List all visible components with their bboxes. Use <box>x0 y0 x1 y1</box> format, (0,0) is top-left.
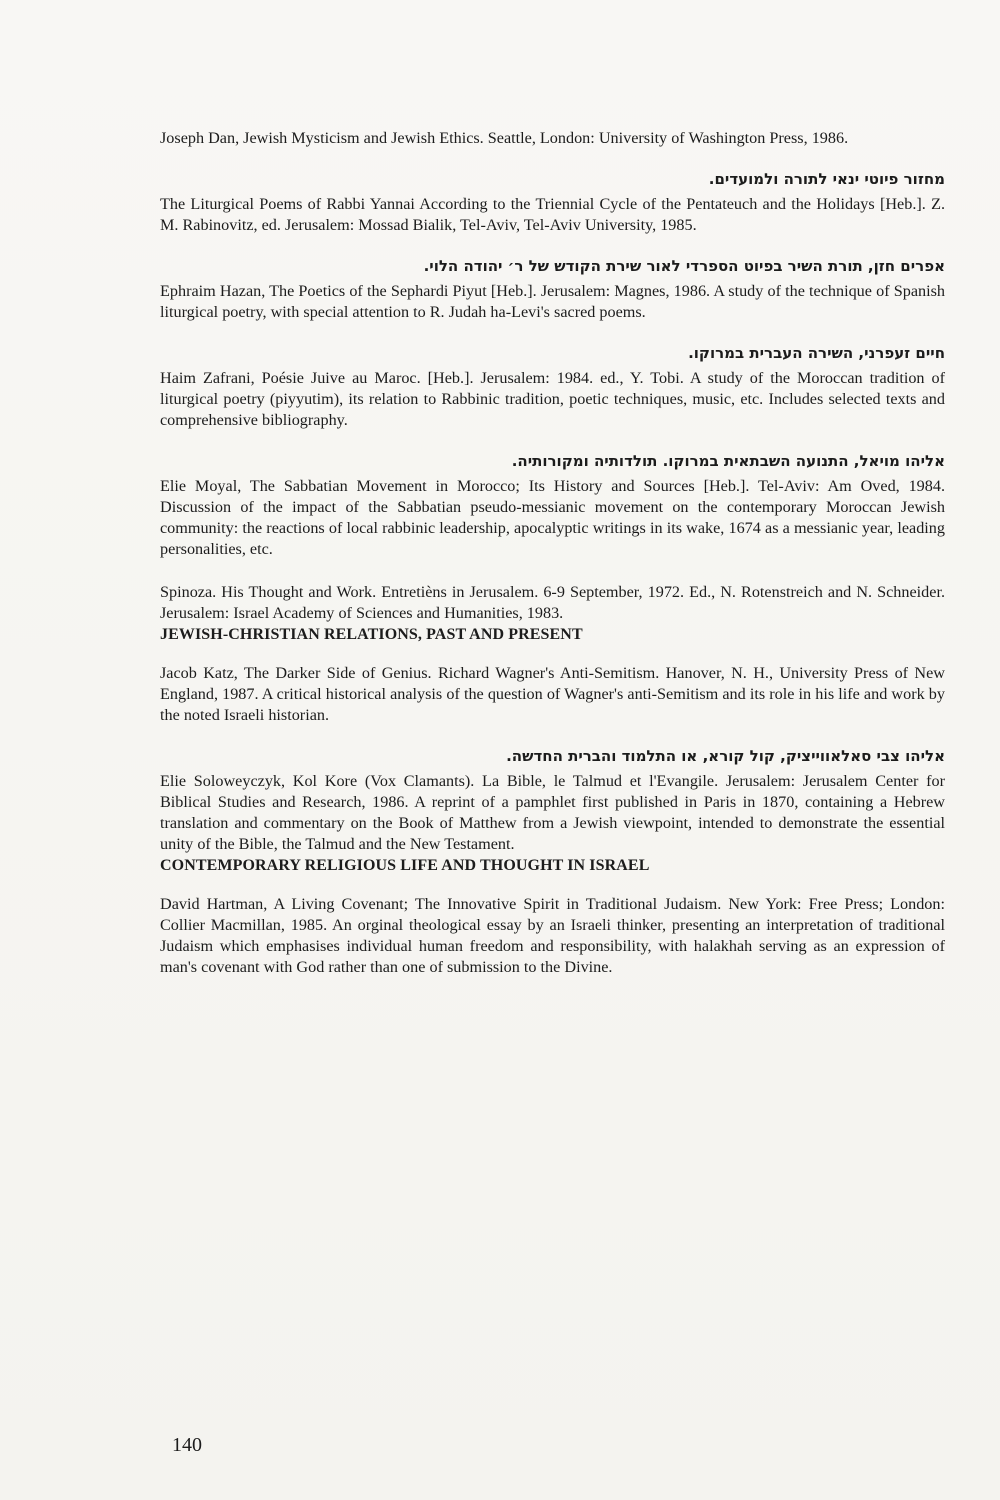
entry-yannai <box>160 169 945 236</box>
entry-moyal <box>160 451 945 560</box>
entry-soloweyczyk <box>160 746 945 855</box>
hebrew-title: חיים זעפרני, השירה העברית במרוקו. <box>688 344 945 362</box>
hebrew-title: אליהו צבי סאלאווייציק, קול קורא, או התלמוד והברית החדשה. <box>506 747 945 765</box>
entry-text: Elie Moyal, The Sabbatian Movement in Morocco; Its History and Sources [Heb.]. Tel-Aviv: Am Oved, 1984. Discussion of the impact of the Sabbatian pseudo-messianic movement on the contemporary Moroccan Jewish community: the reactions of local rabbinic leadership, apocalyptic writings in its wake, 1674 as a messianic year, leading personalities, etc. <box>160 477 945 558</box>
entry-text: Joseph Dan, Jewish Mysticism and Jewish Ethics. Seattle, London: University of Washington Press, 1986. <box>160 129 849 147</box>
page-number: 140 <box>172 1434 202 1456</box>
hebrew-title: אליהו מויאל, התנועה השבתאית במרוקו. תולדותיה ומקורותיה. <box>511 452 945 470</box>
entry-hazan <box>160 256 945 323</box>
section-heading-contemporary: CONTEMPORARY RELIGIOUS LIFE AND THOUGHT IN ISRAEL <box>160 857 650 874</box>
entry-text: David Hartman, A Living Covenant; The Innovative Spirit in Traditional Judaism. New York: Free Press; London: Collier Macmillan, 1985. An orginal theological essay by an Israeli thinker, presenting an interpretation of traditional Judaism which emphasises individual human freedom and responsibility, with halakhah serving as an expression of man's covenant with God rather than one of submission to the Divine. <box>160 895 945 976</box>
entry-text: Haim Zafrani, Poésie Juive au Maroc. [Heb.]. Jerusalem: 1984. ed., Y. Tobi. A study of the Moroccan tradition of liturgical poetry (piyyutim), its relation to Rabbinic tradition, poetic techniques, music, etc. Includes selected texts and comprehensive bibliography. <box>160 369 945 429</box>
entry-dan <box>160 128 945 149</box>
section-heading-jewish-christian: JEWISH-CHRISTIAN RELATIONS, PAST AND PRESENT <box>160 626 583 643</box>
entry-spinoza <box>160 582 945 624</box>
entry-zafrani <box>160 343 945 431</box>
entry-text: Elie Soloweyczyk, Kol Kore (Vox Clamants). La Bible, le Talmud et l'Evangile. Jerusalem: Jerusalem Center for Biblical Studies and Research, 1986. A reprint of a pamphlet first published in Paris in 1870, containing a Hebrew translation and commentary on the Book of Matthew from a Jewish viewpoint, intended to demonstrate the essential unity of the Bible, the Talmud and the New Testament. <box>160 772 945 853</box>
hebrew-title: אפרים חזן, תורת השיר בפיוט הספרדי לאור שירת הקודש של ר׳ יהודה הלוי. <box>423 257 945 275</box>
bibliography-content <box>160 128 945 978</box>
entry-text: Ephraim Hazan, The Poetics of the Sephardi Piyut [Heb.]. Jerusalem: Magnes, 1986. A study of the technique of Spanish liturgical poetry, with special attention to R. Judah ha-Levi's sacred poems. <box>160 282 945 321</box>
entry-hartman <box>160 894 945 978</box>
entry-text: Spinoza. His Thought and Work. Entretièns in Jerusalem. 6-9 September, 1972. Ed., N. Rotenstreich and N. Schneider. Jerusalem: Israel Academy of Sciences and Humanities, 1983. <box>160 583 945 622</box>
hebrew-title: מחזור פיוטי ינאי לתורה ולמועדים. <box>708 170 945 188</box>
entry-katz <box>160 663 945 726</box>
entry-text: The Liturgical Poems of Rabbi Yannai According to the Triennial Cycle of the Pentateuch and the Holidays [Heb.]. Z. M. Rabinovitz, ed. Jerusalem: Mossad Bialik, Tel-Aviv, Tel-Aviv University, 1985. <box>160 195 945 234</box>
entry-text: Jacob Katz, The Darker Side of Genius. Richard Wagner's Anti-Semitism. Hanover, N. H., University Press of New England, 1987. A critical historical analysis of the question of Wagner's anti-Semitism and its role in his life and work by the noted Israeli historian. <box>160 664 945 724</box>
